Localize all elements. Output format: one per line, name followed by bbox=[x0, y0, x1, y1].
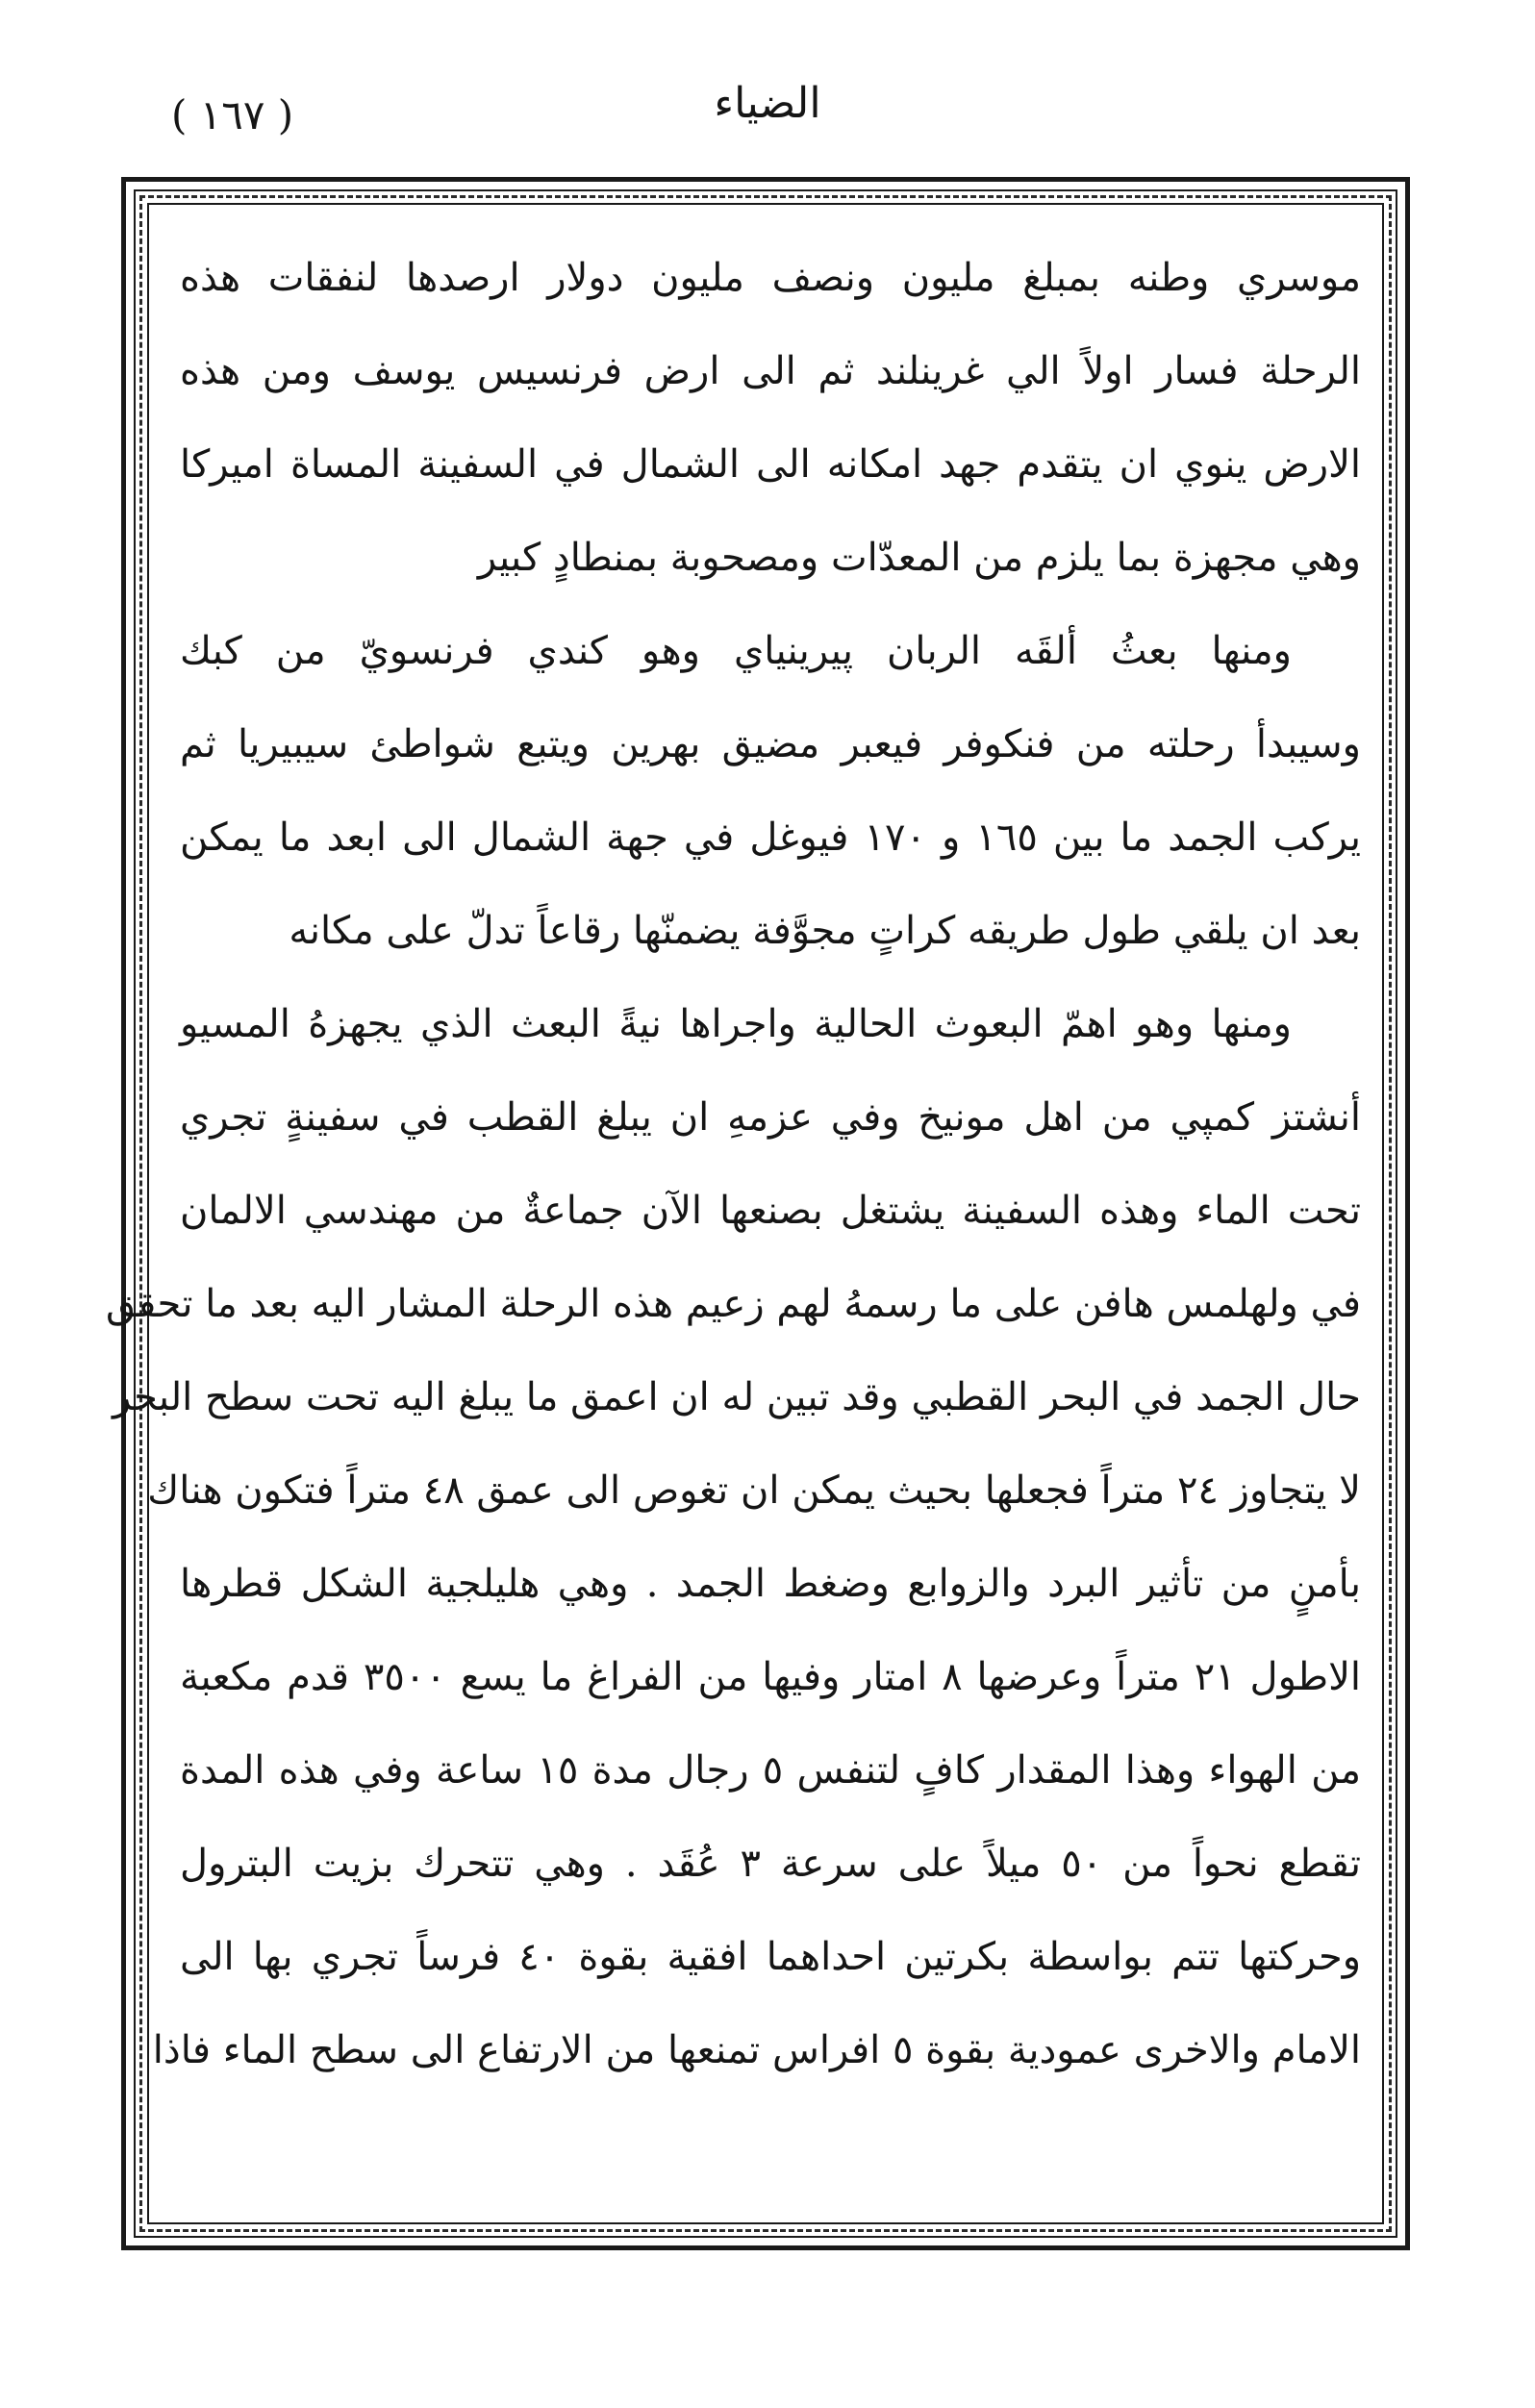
text-line: بعد ان يلقي طول طريقه كراتٍ مجوَّفة يضمنّها رقاعاً تدلّ على مكانه bbox=[289, 909, 1361, 953]
text-line: الامام والاخرى عمودية بقوة ٥ افراس تمنعها من الارتفاع الى سطح الماء فاذا bbox=[152, 2028, 1361, 2072]
text-line: بأمنٍ من تأثير البرد والزوابع وضغط الجمد . وهي هليلجية الشكل قطرها bbox=[180, 1562, 1361, 1606]
text-line: يركب الجمد ما بين ١٦٥ و ١٧٠ فيوغل في جهة الشمال الى ابعد ما يمكن bbox=[180, 815, 1362, 860]
body-text bbox=[105, 232, 1362, 2209]
page-header bbox=[0, 67, 1535, 154]
text-line: موسري وطنه بمبلغ مليون ونصف مليون دولار ارصدها لنفقات هذه bbox=[180, 256, 1361, 300]
text-line: في ولهلمس هافن على ما رسمهُ لهم زعيم هذه الرحلة المشار اليه بعد ما تحقق bbox=[105, 1282, 1361, 1326]
text-line: الرحلة فسار اولاً الي غرينلند ثم الى ارض فرنسيس يوسف ومن هذه bbox=[180, 349, 1361, 393]
text-line: وحركتها تتم بواسطة بكرتين احداهما افقية بقوة ٤٠ فرساً تجري بها الى bbox=[180, 1935, 1362, 1979]
text-line: وهي مجهزة بما يلزم من المعدّات ومصحوبة بمنطادٍ كبير bbox=[477, 536, 1361, 580]
text-line: الاطول ٢١ متراً وعرضها ٨ امتار وفيها من الفراغ ما يسع ٣٥٠٠ قدم مكعبة bbox=[180, 1655, 1362, 1699]
text-line: تقطع نحواً من ٥٠ ميلاً على سرعة ٣ عُقَد . وهي تتحرك بزيت البترول bbox=[180, 1842, 1362, 1886]
text-line: حال الجمد في البحر القطبي وقد تبين له ان اعمق ما يبلغ اليه تحت سطح البحر bbox=[113, 1375, 1361, 1419]
text-line: لا يتجاوز ٢٤ متراً فجعلها بحيث يمكن ان تغوص الى عمق ٤٨ متراً فتكون هناك bbox=[147, 1468, 1361, 1513]
text-line: ومنها وهو اهمّ البعوث الحالية واجراها نيةً البعث الذي يجهزهُ المسيو bbox=[180, 1002, 1292, 1046]
text-line: من الهواء وهذا المقدار كافٍ لتنفس ٥ رجال مدة ١٥ ساعة وفي هذه المدة bbox=[180, 1748, 1361, 1793]
text-line: ومنها بعثُ ألقَه الربان پيرينياي وهو كندي فرنسويّ من كبك bbox=[180, 629, 1292, 673]
ornamental-page-border bbox=[105, 177, 1410, 2250]
text-line: وسيبدأ رحلته من فنكوفر فيعبر مضيق بهرين ويتبع شواطئ سيبيريا ثم bbox=[180, 722, 1361, 766]
journal-title: الضياء bbox=[714, 79, 821, 128]
text-line: أنشتز كمپي من اهل مونيخ وفي عزمهِ ان يبلغ القطب في سفينةٍ تجري bbox=[180, 1095, 1361, 1140]
text-line: الارض ينوي ان يتقدم جهد امكانه الى الشمال في السفينة المساة اميركا bbox=[180, 442, 1361, 487]
page-number: ( ١٦٧ ) bbox=[171, 91, 294, 138]
text-line: تحت الماء وهذه السفينة يشتغل بصنعها الآن جماعةٌ من مهندسي الالمان bbox=[180, 1189, 1361, 1233]
